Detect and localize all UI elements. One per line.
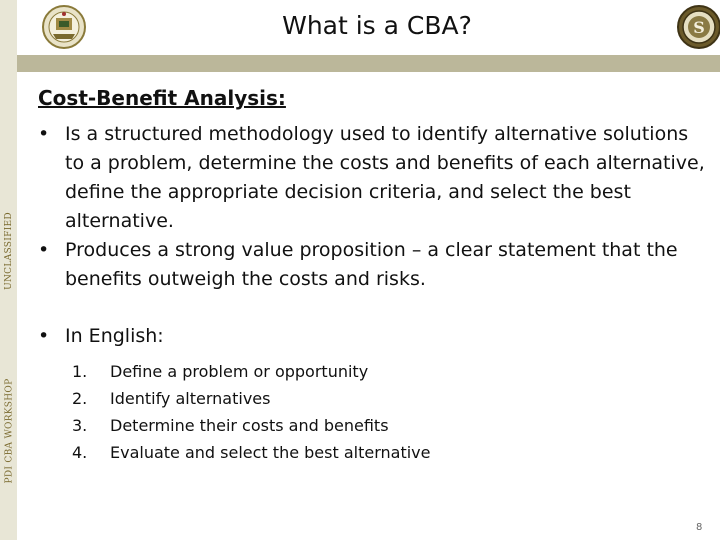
army-seal-icon (39, 4, 89, 50)
step-text: Define a problem or opportunity (110, 362, 369, 381)
step-number: 3. (72, 416, 88, 435)
page-number: 8 (696, 522, 703, 533)
step-item (72, 358, 430, 385)
bullet-item: • Is a structured methodology used to identify alternative solutions to a problem, determine the costs and benefits of each alternative, define the appropriate decision criteria, and select the best alternative. (38, 120, 706, 236)
steps-list (72, 358, 430, 466)
slide-header (17, 0, 720, 55)
step-number: 2. (72, 389, 88, 408)
section-heading: Cost-Benefit Analysis: (38, 86, 286, 110)
step-item (72, 385, 430, 412)
page-title: What is a CBA? (282, 11, 472, 40)
s-medallion-icon (671, 4, 720, 50)
step-number: 1. (72, 362, 88, 381)
step-number: 4. (72, 443, 88, 462)
bullet-item: • In English: (38, 322, 706, 351)
classification-label: UNCLASSIFIED (4, 212, 14, 290)
step-item (72, 439, 430, 466)
step-text: Determine their costs and benefits (110, 416, 389, 435)
workshop-label: PDI CBA WORKSHOP (4, 378, 15, 484)
left-sidebar-band (0, 0, 17, 540)
svg-text:S: S (693, 18, 705, 37)
step-text: Evaluate and select the best alternative (110, 443, 431, 462)
bullet-list (38, 120, 706, 351)
bullet-item: • Produces a strong value proposition – a clear statement that the benefits outweigh the costs and risks. (38, 236, 706, 294)
step-text: Identify alternatives (110, 389, 271, 408)
step-item (72, 412, 430, 439)
header-band (17, 55, 720, 72)
